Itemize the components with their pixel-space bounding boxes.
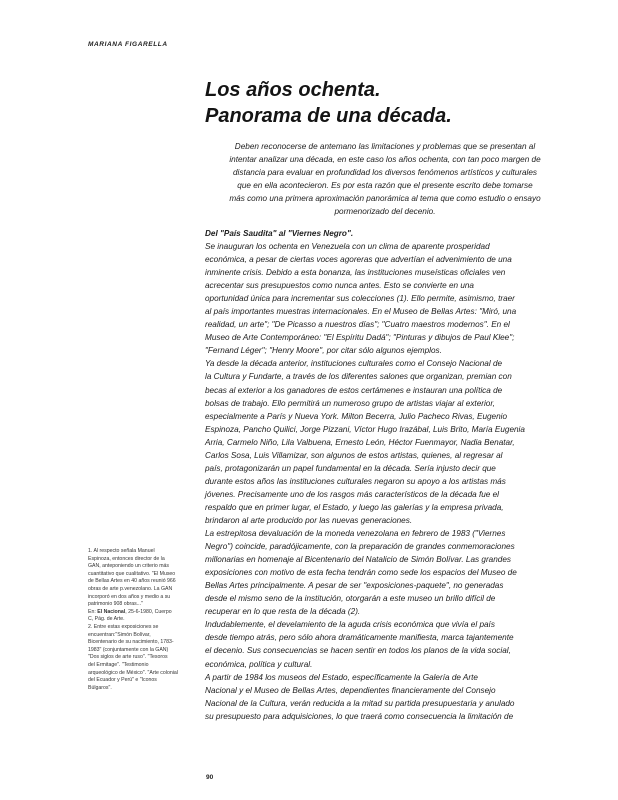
footnote-line: 1. Al respecto señala Manuel bbox=[88, 548, 155, 554]
body-line: desde el mismo seno de la institución, otorgarán a este museo un brillo difícil de bbox=[205, 594, 496, 604]
footnote-line: 1983" (conjuntamente con la GAN) bbox=[88, 646, 169, 653]
body-text bbox=[205, 240, 575, 723]
body-line: Indudablemente, el develamiento de la aguda crisis económica que vivía el país bbox=[205, 620, 495, 630]
body-line: Nacional y el Museo de Bellas Artes, dependientes financieramente del Consejo bbox=[205, 685, 496, 695]
footnote-line: GAN, anteponiendo un criterio más bbox=[88, 563, 170, 570]
intro-line: distancia para evaluar en profundidad los diversos fenómenos artísticos y culturales bbox=[232, 168, 537, 178]
body-line: exposiciones con motivo de esta fecha tendrán como sede los espacios del Museo de bbox=[205, 568, 517, 578]
body-line: millonarias en homenaje al Bicentenario del Natalicio de Simón Bolívar. Las grandes bbox=[205, 555, 511, 565]
body-line: Arria, Carmelo Niño, Lila Valbuena, Ernesto León, Héctor Fuenmayor, Nadia Benatar, bbox=[205, 437, 515, 447]
body-line: Ya desde la década anterior, instituciones culturales como el Consejo Nacional de bbox=[205, 359, 503, 369]
body-line: respaldo que en primer lugar, el Estado, y luego las galerías y la empresa privada, bbox=[205, 502, 504, 512]
body-line: becas al exterior a los ganadores de estos certámenes e instauran una política de bbox=[205, 385, 503, 395]
body-line: La estrepitosa devaluación de la moneda venezolana en febrero de 1983 ("Viernes bbox=[205, 529, 506, 539]
title-line: Panorama de una década. bbox=[205, 105, 452, 127]
body-line: Espinoza, Pancho Quilici, Jorge Pizzani, Víctor Hugo Irazábal, Luis Brito, María Eugenia bbox=[205, 424, 525, 434]
footnote-line: "Dos siglos de arte ruso". "Tesoros bbox=[88, 654, 168, 661]
page-number: 90 bbox=[206, 774, 214, 781]
footnote-line: Búlgaros". bbox=[88, 684, 112, 691]
body-line: especialmente a París y Nueva York. Milton Becerra, Julio Pacheco Rivas, Eugenio bbox=[205, 411, 508, 421]
intro-line: más como una primera aproximación panorámica al tema que como estudio o ensayo bbox=[229, 194, 541, 204]
footnote-line: Bicentenario de su nacimiento, 1783- bbox=[88, 639, 174, 646]
body-line: oportunidad única para incrementar sus colecciones (1). Ello permite, asimismo, traer bbox=[205, 294, 515, 304]
footnote-line: Espinoza, entonces director de la bbox=[88, 555, 165, 562]
newspaper-name: El Nacional bbox=[97, 608, 126, 615]
article-title bbox=[205, 77, 452, 129]
body-line: económica, a pesar de ciertas voces agoreras que advertían el advenimiento de una bbox=[205, 255, 512, 265]
intro-line: que en ella acontecieron. Es por esta razón que el presente escrito debe tomarse bbox=[237, 181, 533, 191]
footnote-line: En: El Nacional, 25-6-1980, Cuerpo bbox=[88, 608, 172, 615]
body-line: Bellas Artes principalmente. A pesar de ser "exposiciones-paquete", no generadas bbox=[205, 581, 504, 591]
body-line: bolsas de trabajo. Ello permitirá un numeroso grupo de artistas viajar al exterior, bbox=[205, 398, 495, 408]
body-line: Museo de Arte Contemporáneo: "El Espíritu Dadá"; "Pinturas y dibujos de Paul Klee"; bbox=[205, 333, 515, 343]
body-line: país, protagonizarán un papel fundamental en la década. Sería injusto decir que bbox=[205, 463, 496, 473]
body-line: Nacional de la Cultura, verán reducida a la mitad su partida presupuestaria y anulado bbox=[205, 698, 515, 708]
footnotes bbox=[88, 548, 200, 692]
body-line: económica, política y cultural. bbox=[205, 659, 313, 669]
body-line: Carlos Sosa, Luis Villamizar, son algunos de estos artistas, quienes, al regresar al bbox=[205, 450, 503, 460]
footnote-line: del Ecuador y Perú" e "Iconos bbox=[88, 677, 157, 684]
body-line: "Fernand Léger"; "Henry Moore", por citar sólo algunos ejemplos. bbox=[205, 346, 442, 356]
body-line: acrecentar sus presupuestos como nunca antes. Esto se convierte en una bbox=[205, 281, 474, 291]
footnote-line: arqueológico de México". "Arte colonial bbox=[88, 669, 178, 676]
body-line: al país importantes muestras internacionales. En el Museo de Bellas Artes: "Miró, una bbox=[205, 307, 517, 317]
footnote-line: C, Pág. de Arte. bbox=[88, 616, 125, 623]
body-line: brindaron al arte producido por las nuevas generaciones. bbox=[205, 515, 413, 525]
body-line: Se inauguran los ochenta en Venezuela con un clima de aparente prosperidad bbox=[205, 242, 490, 251]
running-header-author: MARIANA FIGARELLA bbox=[88, 41, 168, 48]
footnote-line: obras de arte p.venezolano. La GAN bbox=[88, 585, 173, 592]
body-line: su presupuesto para adquisiciones, lo que traerá como consecuencia la limitación de bbox=[205, 711, 514, 721]
footnote-line: 2. Entre estas exposiciones se bbox=[88, 623, 159, 630]
body-line: recuperar en lo que resta de la década (2). bbox=[205, 607, 361, 617]
body-line: jóvenes. Precisamente uno de los rasgos más característicos de la década fue el bbox=[205, 489, 499, 499]
body-line: la Cultura y Fundarte, a través de los diferentes salones que organizan, premian con bbox=[205, 372, 512, 382]
body-line: realidad, un arte"; "De Picasso a nuestros días"; "Cuatro maestros modernos". En el bbox=[205, 320, 510, 330]
title-line: Los años ochenta. bbox=[205, 79, 381, 101]
body-line: el decenio. Sus consecuencias se hacen sentir en todos los planos de la vida social, bbox=[205, 646, 511, 656]
intro-line: pormenorizado del decenio. bbox=[334, 207, 436, 217]
footnote-line: del Ermitage". "Testimonio bbox=[88, 661, 149, 668]
section-heading: Del "País Saudita" al "Viernes Negro". bbox=[205, 229, 354, 238]
body-line: durante estos años las instituciones culturales negaron su apoyo a los artistas más bbox=[205, 476, 506, 486]
footnote-line: encuentran:"Simón Bolívar, bbox=[88, 631, 151, 638]
body-line: inminente crisis. Debido a esta bonanza, las instituciones museísticas oficiales ven bbox=[205, 268, 506, 278]
footnote-line: cuantitativo que cualitativo. "El Museo bbox=[88, 570, 176, 577]
footnote-line: incorporó en dos años y medio a su bbox=[88, 593, 171, 600]
body-line: Negro") coincide, paradójicamente, con la preparación de grandes conmemoraciones bbox=[205, 542, 515, 552]
intro-line: intentar analizar una década, en este caso los años ochenta, con tan poco margen de bbox=[229, 155, 541, 165]
intro-paragraph bbox=[206, 140, 564, 219]
footnote-line: patrimonio 908 obras..." bbox=[88, 601, 143, 608]
footnote-line: de Bellas Artes en 40 años reunió 966 bbox=[88, 578, 176, 585]
intro-line: Deben reconocerse de antemano las limitaciones y problemas que se presentan al bbox=[234, 142, 536, 151]
body-line: A partir de 1984 los museos del Estado, específicamente la Galería de Arte bbox=[205, 672, 478, 682]
body-line: desde tiempo atrás, pero sólo ahora dramáticamente manifiesta, marca tajantemente bbox=[205, 633, 514, 643]
